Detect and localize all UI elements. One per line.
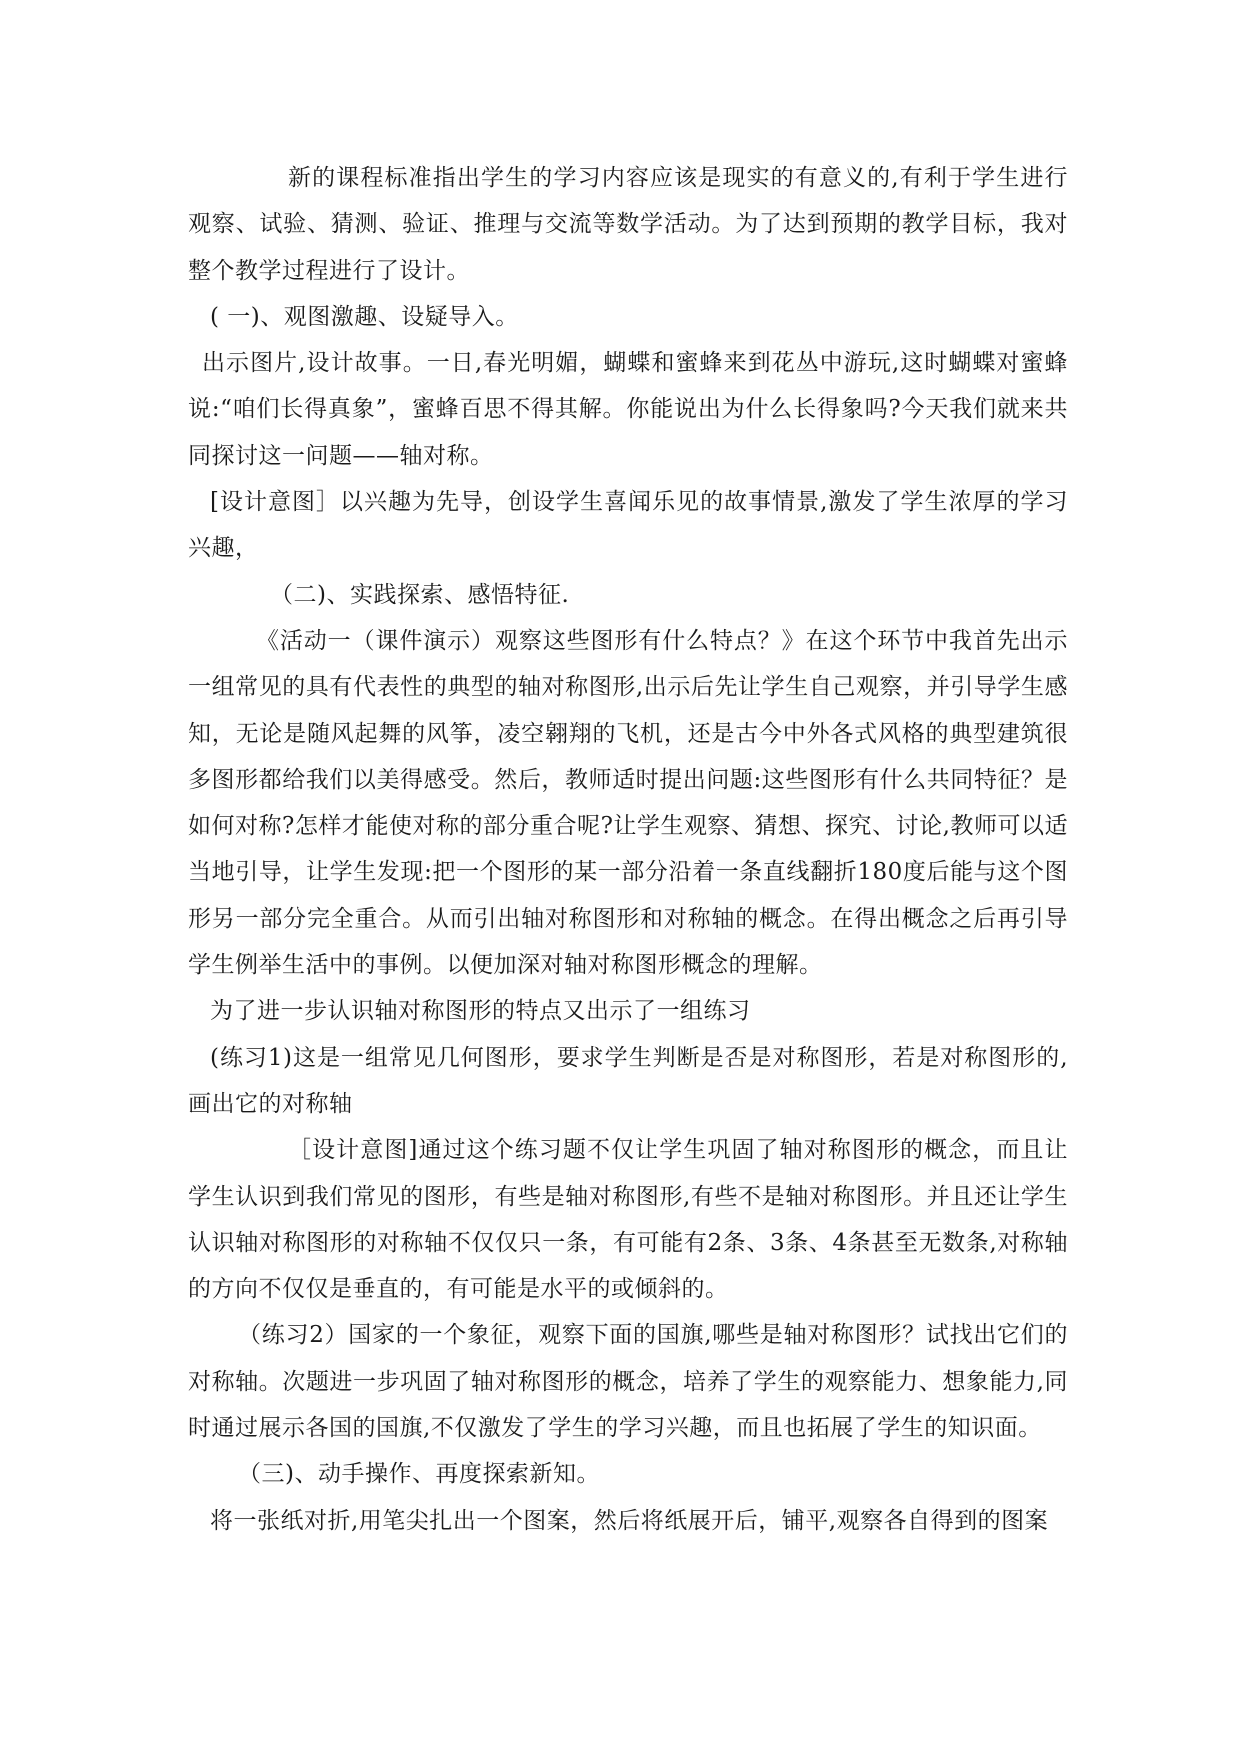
paragraph-story: 出示图片,设计故事。一日,春光明媚，蝴蝶和蜜蜂来到花丛中游玩,这时蝴蝶对蜜蜂说:“咱们长得真象”，蜜蜂百思不得其解。你能说出为什么长得象吗?今天我们就来共同探讨这一问题——轴对称。 [188, 350, 1068, 469]
paragraph-exercise-1: (练习1)这是一组常见几何图形，要求学生判断是否是对称图形，若是对称图形的,画出它的对称轴 [188, 1044, 1068, 1117]
paragraph-exercise-intro: 为了进一步认识轴对称图形的特点又出示了一组练习 [210, 998, 751, 1025]
paragraph-activity-1: 《活动一（课件演示）观察这些图形有什么特点？》在这个环节中我首先出示一组常见的具有代表性的典型的轴对称图形,出示后先让学生自己观察，并引导学生感知，无论是随风起舞的风筝，凌空翱翔的飞机，还是古今中外各式风格的典型建筑很多图形都给我们以美得感受。然后，教师适时提出问题:这些图形有什么共同特征？是如何对称?怎样才能使对称的部分重合呢?让学生观察、猜想、探究、讨论,教师可以适当地引导，让学生发现:把一个图形的某一部分沿着一条直线翻折180度后能与这个图形另一部分完全重合。从而引出轴对称图形和对称轴的概念。在得出概念之后再引导学生例举生活中的事例。以便加深对轴对称图形概念的理解。 [188, 627, 1068, 979]
paragraph-exercise-2: （练习2）国家的一个象征，观察下面的国旗,哪些是轴对称图形？试找出它们的对称轴。次题进一步巩固了轴对称图形的概念，培养了学生的观察能力、想象能力,同时通过展示各国的国旗,不仅激发了学生的学习兴趣，而且也拓展了学生的知识面。 [188, 1322, 1068, 1442]
paragraph-design-intent-2: ［设计意图]通过这个练习题不仅让学生巩固了轴对称图形的概念，而且让学生认识到我们常见的图形，有些是轴对称图形,有些不是轴对称图形。并且还让学生认识轴对称图形的对称轴不仅仅只一条，有可能有2条、3条、4条甚至无数条,对称轴的方向不仅仅是垂直的，有可能是水平的或倾斜的。 [188, 1137, 1068, 1303]
section-heading-2: （二)、实践探索、感悟特征. [270, 581, 570, 608]
paragraph-design-intent-1: [设计意图］以兴趣为先导，创设学生喜闻乐见的故事情景,激发了学生浓厚的学习兴趣， [188, 489, 1068, 562]
document-body [188, 155, 1068, 1544]
paragraph-intro: 新的课程标准指出学生的学习内容应该是现实的有意义的,有利于学生进行观察、试验、猜测、验证、推理与交流等数学活动。为了达到预期的教学目标，我对整个教学过程进行了设计。 [188, 165, 1068, 284]
paragraph-hands-on: 将一张纸对折,用笔尖扎出一个图案，然后将纸展开后，铺平,观察各自得到的图案 [210, 1507, 1049, 1534]
section-heading-3: （三)、动手操作、再度探索新知。 [238, 1461, 600, 1488]
section-heading-1: ( 一)、观图激趣、设疑导入。 [210, 303, 519, 330]
